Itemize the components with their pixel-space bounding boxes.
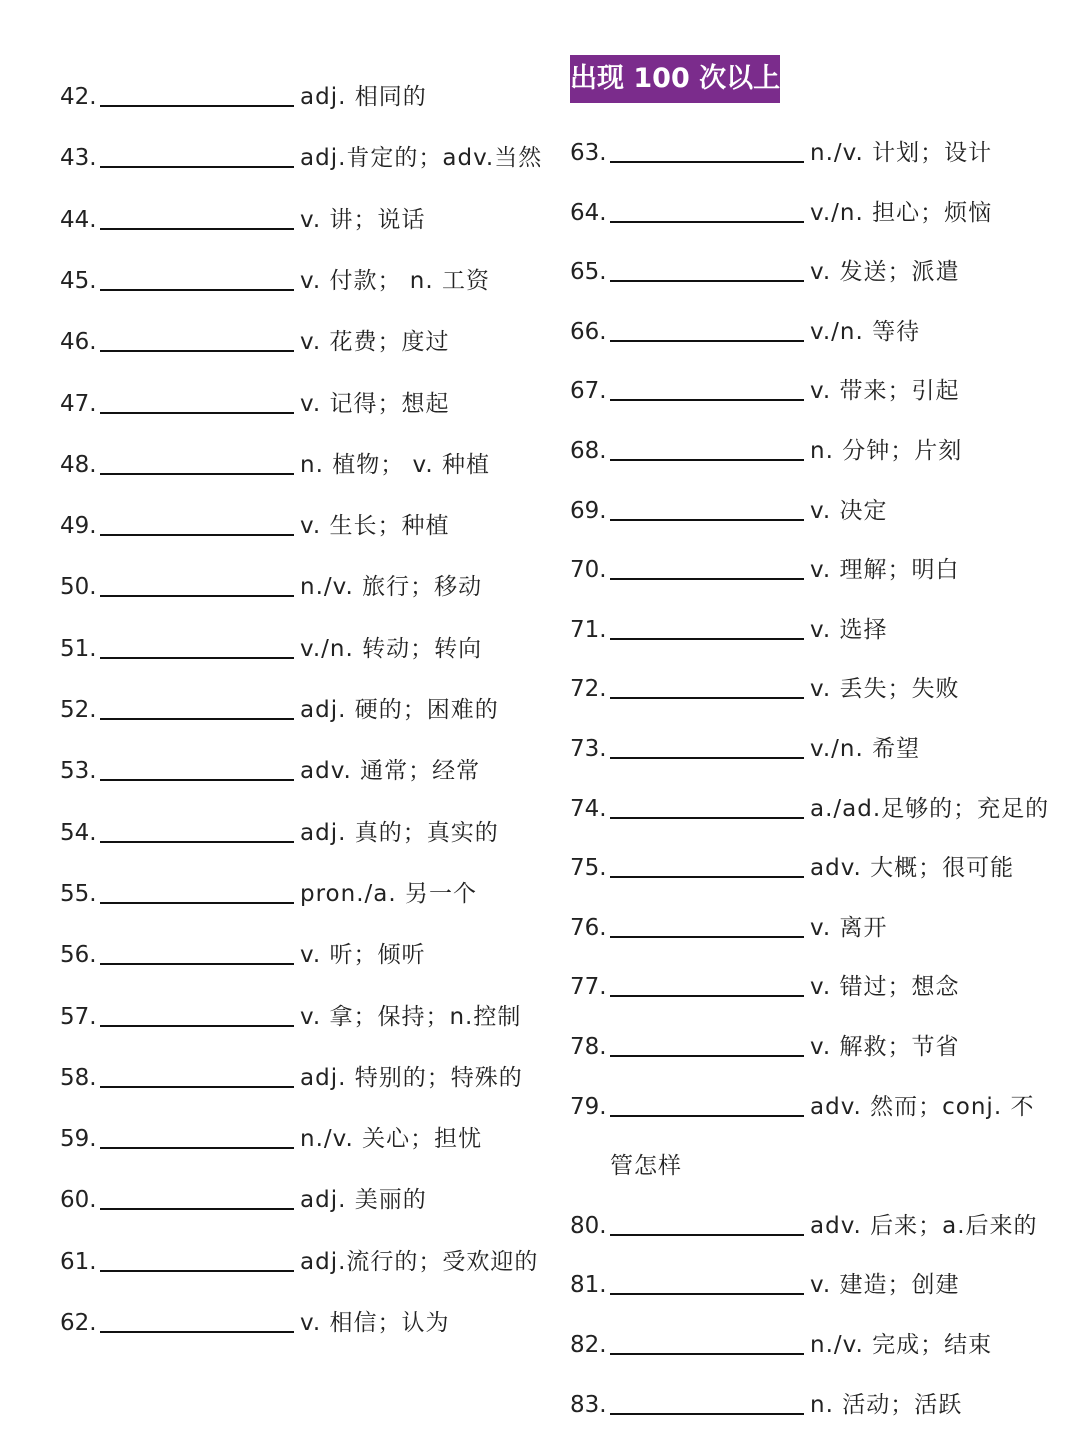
answer-blank[interactable] [610,936,804,938]
definition: adj. 美丽的 [300,1187,427,1214]
item-number: 56. [60,942,97,969]
definition: v. 发送；派遣 [810,259,960,286]
answer-blank[interactable] [610,1293,804,1295]
item-number: 45. [60,267,97,294]
definition: adv. 后来；a.后来的 [810,1212,1038,1239]
definition-continuation: 管怎样 [610,1153,682,1180]
definition: v. 拿；保持；n.控制 [300,1003,522,1030]
item-number: 82. [570,1332,607,1358]
answer-blank[interactable] [610,221,804,223]
definition: v. 离开 [810,914,888,941]
definition: adv. 通常；经常 [300,758,481,785]
item-number: 83. [570,1391,607,1418]
definition: v. 相信；认为 [300,1310,450,1336]
answer-blank[interactable] [100,412,294,414]
answer-blank[interactable] [610,876,804,878]
definition: v. 生长；种植 [300,513,450,540]
definition: v./n. 担心；烦恼 [810,199,993,226]
answer-blank[interactable] [100,595,294,597]
item-number: 43. [60,145,97,172]
item-number: 63. [570,140,607,166]
definition: v. 记得；想起 [300,390,450,417]
answer-blank[interactable] [610,578,804,580]
item-number: 64. [570,199,607,226]
section-banner: 出现 100 次以上 [570,55,780,103]
definition: a./ad.足够的；充足的 [810,795,1050,822]
item-number: 46. [60,329,97,356]
item-number: 48. [60,451,97,478]
definition: v. 错过；想念 [810,974,960,1001]
definition: adj.流行的；受欢迎的 [300,1248,539,1275]
answer-blank[interactable] [100,289,294,291]
item-number: 71. [570,616,607,643]
answer-blank[interactable] [610,399,804,401]
item-number: 80. [570,1212,607,1239]
item-number: 81. [570,1272,607,1299]
item-number: 57. [60,1003,97,1030]
answer-blank[interactable] [100,1147,294,1149]
item-number: 67. [570,378,607,405]
answer-blank[interactable] [610,161,804,163]
item-number: 78. [570,1034,607,1060]
item-number: 73. [570,736,607,762]
definition: adj. 硬的；困难的 [300,697,499,723]
item-number: 60. [60,1187,97,1214]
definition: adj. 特别的；特殊的 [300,1064,523,1091]
answer-blank[interactable] [610,995,804,997]
answer-blank[interactable] [100,473,294,475]
definition: v. 决定 [810,497,888,524]
definition: v. 建造；创建 [810,1272,960,1299]
answer-blank[interactable] [610,1353,804,1355]
item-number: 72. [570,676,607,703]
answer-blank[interactable] [610,1234,804,1236]
item-number: 47. [60,390,97,417]
item-number: 53. [60,758,97,785]
item-number: 44. [60,206,97,233]
definition: v./n. 转动；转向 [300,635,483,662]
definition: n. 植物； v. 种植 [300,451,490,478]
item-number: 50. [60,574,97,601]
definition: n. 活动；活跃 [810,1391,963,1418]
definition: pron./a. 另一个 [300,880,477,907]
answer-blank[interactable] [610,817,804,819]
answer-blank[interactable] [610,1055,804,1057]
answer-blank[interactable] [100,902,294,904]
definition: v. 讲；说话 [300,206,426,233]
item-number: 70. [570,557,607,584]
definition: n./v. 计划；设计 [810,140,993,166]
definition: n./v. 旅行；移动 [300,574,483,601]
answer-blank[interactable] [100,657,294,659]
item-number: 61. [60,1248,97,1275]
answer-blank[interactable] [100,779,294,781]
answer-blank[interactable] [610,519,804,521]
definition: adv. 大概；很可能 [810,855,1015,882]
answer-blank[interactable] [100,228,294,230]
answer-blank[interactable] [100,105,294,107]
answer-blank[interactable] [610,1413,804,1415]
item-number: 65. [570,259,607,286]
item-number: 77. [570,974,607,1001]
definition: adj. 相同的 [300,84,427,110]
item-number: 74. [570,795,607,822]
item-number: 55. [60,880,97,907]
answer-blank[interactable] [610,1115,804,1117]
item-number: 58. [60,1064,97,1091]
item-number: 79. [570,1093,607,1120]
definition: v./n. 等待 [810,318,921,345]
item-number: 69. [570,497,607,524]
item-number: 66. [570,318,607,345]
definition: n./v. 关心；担忧 [300,1126,483,1153]
answer-blank[interactable] [100,1025,294,1027]
answer-blank[interactable] [100,1208,294,1210]
definition: v./n. 希望 [810,736,921,762]
answer-blank[interactable] [100,166,294,168]
item-number: 52. [60,697,97,723]
answer-blank[interactable] [100,1331,294,1333]
definition: v. 选择 [810,616,888,643]
answer-blank[interactable] [100,1086,294,1088]
item-number: 51. [60,635,97,662]
answer-blank[interactable] [610,340,804,342]
answer-blank[interactable] [100,1270,294,1272]
answer-blank[interactable] [100,841,294,843]
definition: v. 付款； n. 工资 [300,267,490,294]
item-number: 59. [60,1126,97,1153]
definition: adj.肯定的；adv.当然 [300,145,543,172]
item-number: 75. [570,855,607,882]
definition: v. 丢失；失败 [810,676,960,703]
answer-blank[interactable] [610,757,804,759]
item-number: 42. [60,84,97,110]
definition: n./v. 完成；结束 [810,1332,993,1358]
answer-blank[interactable] [100,963,294,965]
definition: n. 分钟；片刻 [810,438,963,464]
definition: adj. 真的；真实的 [300,819,499,846]
answer-blank[interactable] [610,459,804,461]
answer-blank[interactable] [610,697,804,699]
item-number: 62. [60,1310,97,1336]
answer-blank[interactable] [610,638,804,640]
definition: v. 带来；引起 [810,378,960,405]
answer-blank[interactable] [610,280,804,282]
definition: v. 花费；度过 [300,329,450,356]
answer-blank[interactable] [100,350,294,352]
item-number: 68. [570,438,607,464]
definition: v. 听；倾听 [300,942,426,969]
item-number: 76. [570,914,607,941]
definition: adv. 然而；conj. 不 [810,1093,1035,1120]
answer-blank[interactable] [100,534,294,536]
item-number: 49. [60,513,97,540]
definition: v. 解救；节省 [810,1034,960,1060]
answer-blank[interactable] [100,718,294,720]
definition: v. 理解；明白 [810,557,960,584]
item-number: 54. [60,819,97,846]
